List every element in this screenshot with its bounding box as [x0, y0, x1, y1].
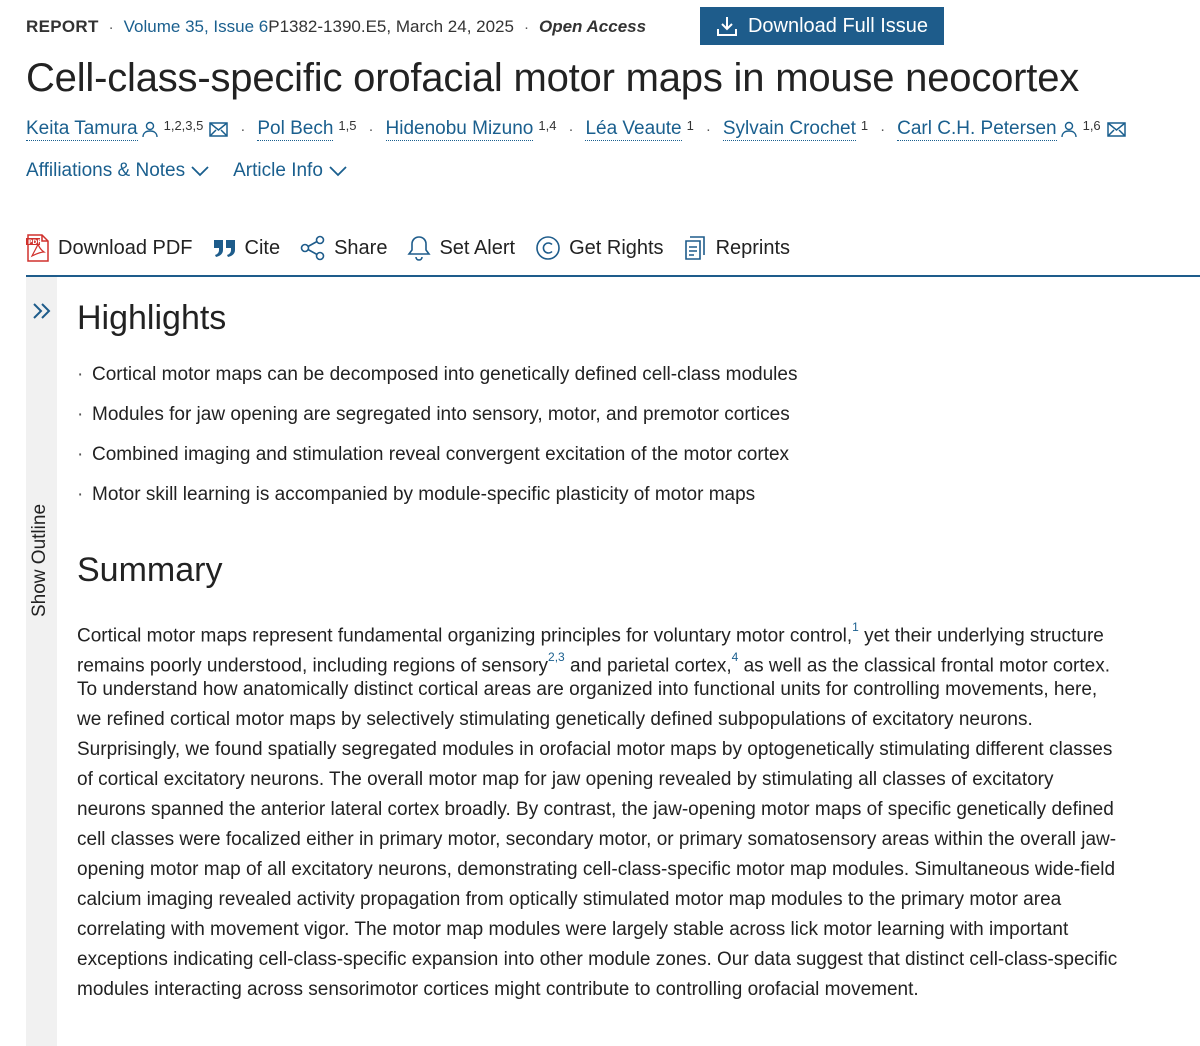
author-affiliation-sup: 1,6	[1082, 117, 1101, 133]
author-name-link[interactable]: Pol Bech	[257, 117, 334, 139]
article-toolbar	[26, 231, 810, 265]
reprints-icon	[684, 235, 708, 261]
author	[585, 118, 693, 141]
chevron-down-icon	[329, 165, 347, 177]
summary-paragraph: Cortical motor maps represent fundamental organizing principles for voluntary motor control,$^1$ yet their underlying structure remains poorly understood, including regions of sensory$^{2,3}$ and parietal cortex,$^4$ as well as the classical frontal motor cortex. To understand how anatomically distinct cortical areas are organized into functional units for controlling movements, here, we refined cortical motor maps by selectively stimulating genetically defined subpopulations of excitatory neurons. Surprisingly, we found spatially segregated modules in orofacial motor maps by optogenetically stimulating different classes of cortical excitatory neurons. The overall motor map for jaw opening revealed by stimulating all classes of excitatory neurons spanned the anterior lateral cortex broadly. By contrast, the jaw-opening motor maps of specific genetically defined cell classes were focalized either in primary motor, secondary motor, or primary somatosensory areas within the overall jaw- opening motor map of all excitatory neurons, demonstrating cell-class-specific motor map modules. Simultaneous wide-field calcium imaging revealed activity propagation from optically stimulated motor map modules to the primary motor area correlating with movement vigor. The motor map modules were largely stable across lick motor learning with important exceptions indicating cell-class-specific expansion into other module zones. Our data suggest that distinct cell-class-specific modules interacting across sensorimotor cortices might contribute to controlling orofacial movement.	[77, 620, 1118, 1000]
show-outline-label[interactable]: Show Outline	[29, 503, 50, 617]
bell-icon	[407, 235, 431, 261]
reference-link[interactable]: 4	[731, 650, 739, 664]
list-item: · Cortical motor maps can be decomposed into genetically defined cell-class modules	[77, 360, 797, 400]
author	[897, 118, 1126, 141]
author-name-link[interactable]: Carl C.H. Petersen	[897, 117, 1057, 139]
highlights-list	[77, 360, 797, 520]
set-alert-button[interactable]	[407, 235, 515, 261]
author	[723, 118, 868, 141]
cite-label: Cite	[244, 236, 281, 259]
article-meta: REPORT · Volume 35, Issue 6 P1382-1390.E5, March 24, 2025 · Open Access	[26, 17, 647, 36]
article-info-label: Article Info	[233, 160, 323, 181]
author-name-link[interactable]: Léa Veaute	[585, 117, 682, 139]
article-type: REPORT	[26, 17, 99, 36]
pages-date: P1382-1390.E5, March 24, 2025	[268, 17, 514, 36]
cite-button[interactable]	[213, 237, 281, 260]
set-alert-label: Set Alert	[439, 236, 516, 259]
article-info-toggle[interactable]	[233, 160, 347, 182]
download-pdf-label: Download PDF	[58, 236, 193, 259]
share-label: Share	[334, 236, 388, 259]
toolbar-divider	[26, 275, 1200, 277]
share-button[interactable]	[300, 235, 387, 261]
affiliations-label: Affiliations & Notes	[26, 160, 186, 181]
author	[386, 118, 557, 141]
person-icon[interactable]	[1060, 120, 1078, 138]
author-name-link[interactable]: Hidenobu Mizuno	[385, 117, 534, 139]
volume-issue-link[interactable]: Volume 35, Issue 6	[123, 17, 269, 36]
author-list: Keita Tamura $^{1,2,3,5}$ · Pol Bech $^{1,5}$ · Hidenobu Mizuno $^{1,4}$ · Léa Veaute $^1$ · Sylvain Crochet $^1$ · Carl C.H. Petersen $^{1,6}$	[26, 114, 1126, 144]
download-full-issue-label: Download Full Issue	[747, 14, 929, 37]
affiliations-notes-toggle[interactable]	[26, 160, 209, 182]
svg-text:PDF: PDF	[28, 239, 42, 246]
open-access-badge: Open Access	[538, 17, 647, 36]
get-rights-label: Get Rights	[569, 236, 664, 259]
quote-icon	[213, 238, 237, 258]
reference-link[interactable]: 1	[852, 620, 859, 634]
article-title: Cell-class-specific orofacial motor maps in mouse neocortex	[26, 56, 1080, 100]
mail-icon[interactable]	[1107, 122, 1126, 137]
author-name-link[interactable]: Keita Tamura	[26, 117, 138, 139]
list-item: · Modules for jaw opening are segregated into sensory, motor, and premotor cortices	[77, 400, 797, 440]
reference-link[interactable]: 2,3	[548, 650, 565, 664]
copyright-icon	[535, 235, 561, 261]
author-affiliation-sup: 1,2,3,5	[163, 117, 204, 133]
reprints-label: Reprints	[715, 236, 791, 259]
download-full-issue-button[interactable]	[700, 7, 944, 45]
author-affiliation-sup: 1	[860, 117, 869, 133]
share-icon	[300, 235, 326, 261]
double-chevron-right-icon[interactable]	[26, 301, 57, 321]
author-affiliation-sup: 1,4	[538, 117, 557, 133]
download-pdf-button[interactable]	[26, 234, 193, 262]
pdf-icon	[26, 234, 50, 262]
list-item: · Combined imaging and stimulation reveal convergent excitation of the motor cortex	[77, 440, 797, 480]
author	[257, 118, 356, 141]
person-icon[interactable]	[141, 120, 159, 138]
summary-heading: Summary	[77, 551, 223, 589]
download-icon	[716, 15, 738, 37]
mail-icon[interactable]	[209, 122, 228, 137]
author-affiliation-sup: 1	[686, 117, 694, 133]
get-rights-button[interactable]	[535, 235, 663, 261]
author	[26, 118, 228, 141]
chevron-down-icon	[191, 165, 209, 177]
article-info-links	[26, 156, 371, 186]
reprints-button[interactable]	[684, 235, 790, 261]
highlights-heading: Highlights	[77, 299, 227, 337]
list-item: · Motor skill learning is accompanied by module-specific plasticity of motor maps	[77, 480, 797, 520]
author-name-link[interactable]: Sylvain Crochet	[722, 117, 856, 139]
show-outline-sidebar[interactable]	[26, 277, 57, 1046]
author-affiliation-sup: 1,5	[338, 117, 357, 133]
